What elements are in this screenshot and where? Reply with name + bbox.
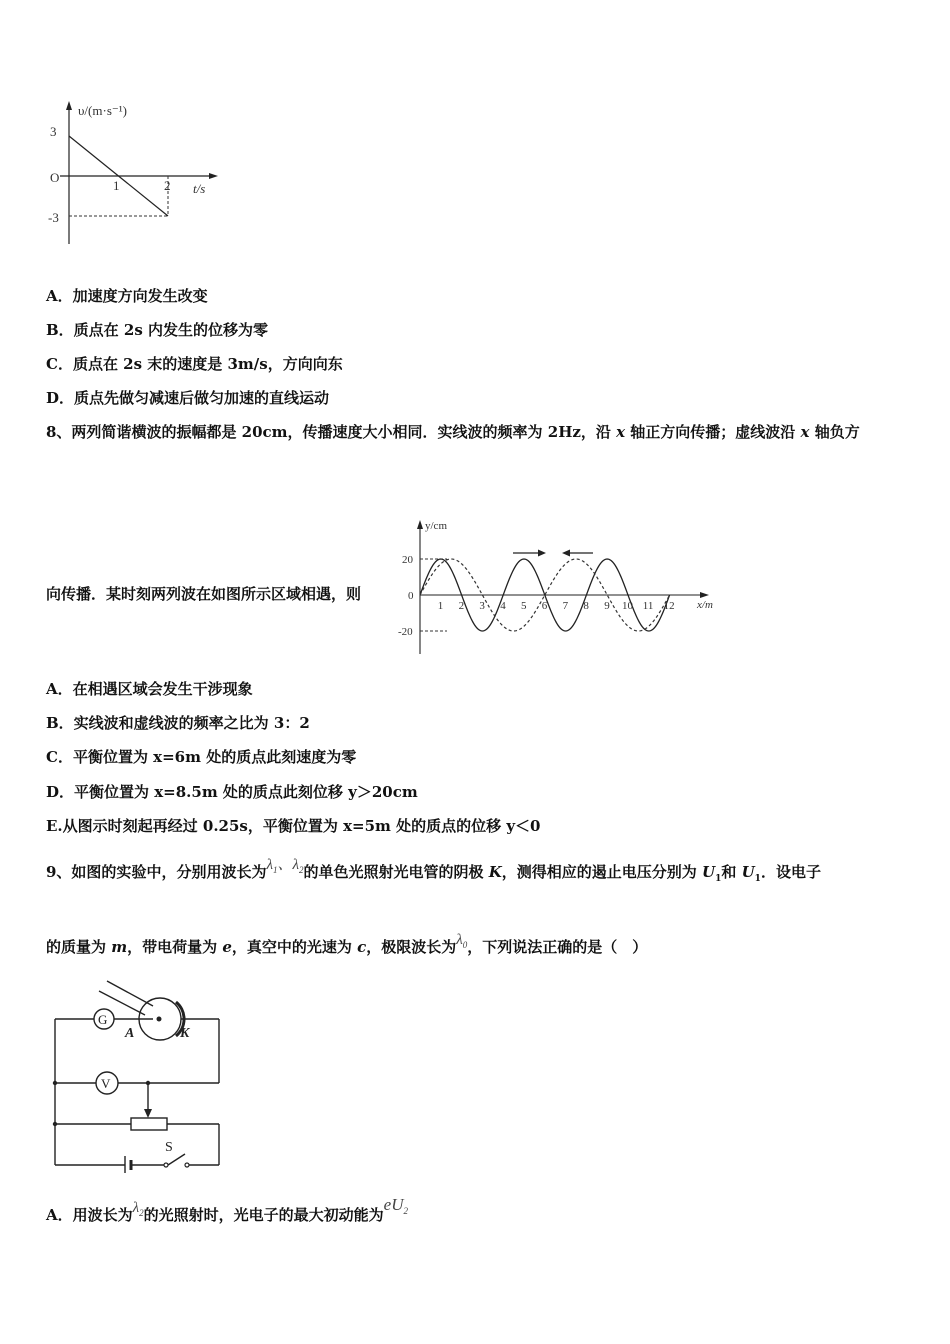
- q8-stem-x2: x: [800, 423, 810, 441]
- q9-sep: 、: [277, 857, 293, 873]
- circuit-diagram: [45, 978, 230, 1173]
- q9-lambda1-sym: λ: [266, 857, 273, 873]
- wave-ytick-0: 0: [408, 590, 414, 602]
- wave-xtick-12: 12: [663, 600, 675, 612]
- q9-lambda2: [292, 857, 303, 873]
- q9-lambda1: [266, 857, 277, 873]
- q9-U1b: [741, 863, 761, 884]
- q8-option-d: D．平衡位置为 x=8.5m 处的质点此刻位移 y＞20cm: [46, 783, 418, 801]
- wave-xtick-11: 11: [642, 600, 654, 612]
- wave-xtick-10: 10: [622, 600, 633, 612]
- q9-l1-b: 的单色光照射光电管的阴极: [303, 863, 489, 881]
- vt-tick-minus3: -3: [48, 210, 59, 225]
- q9-l2-a: 的质量为: [46, 938, 112, 956]
- q9-optA-eU-sym: eU: [383, 1195, 404, 1214]
- q9-lambda0-sym: λ: [456, 932, 463, 948]
- q9-optA-lambda-sub: 2: [139, 1208, 144, 1218]
- vt-origin: O: [50, 170, 60, 185]
- q9-optA-lambda-sym: λ: [132, 1200, 140, 1216]
- q9-l1-d: ．设电子: [760, 863, 821, 881]
- q9-lambda2-sym: λ: [292, 857, 299, 873]
- wave-ytick-minus20: -20: [398, 626, 413, 638]
- label-V: V: [101, 1076, 111, 1091]
- q8-option-a: A．在相遇区域会发生干涉现象: [46, 680, 253, 698]
- rheostat: [131, 1118, 167, 1130]
- vt-graph: [40, 98, 230, 250]
- vt-ylabel: υ/(m·s⁻¹): [78, 103, 127, 118]
- q9-optA-a: A．用波长为: [46, 1206, 133, 1224]
- q9-optA-eU-sub: 2: [403, 1206, 408, 1216]
- q9-stem-line1: [46, 857, 821, 889]
- wave-xtick-6: 6: [541, 600, 548, 612]
- q9-l2-e: ，下列说法正确的是（ ）: [467, 938, 648, 956]
- wave-xtick-9: 9: [604, 600, 610, 612]
- q9-optA-b: 的光照射时，光电子的最大初动能为: [143, 1206, 384, 1224]
- label-A: A: [125, 1026, 135, 1041]
- q8-option-e: E.从图示时刻起再经过 0.25s，平衡位置为 x=5m 处的质点的位移 y＜0: [46, 817, 541, 835]
- q9-optA-eU2: [384, 1195, 408, 1214]
- q9-lambda1-sub: 1: [272, 865, 278, 875]
- q9-e: e: [222, 938, 232, 956]
- wave-graph: [395, 516, 725, 658]
- wave-x-arrow: [700, 592, 709, 598]
- wave-arrow-right-head: [538, 550, 546, 557]
- q9-U1b-sub: 1: [754, 874, 761, 884]
- q9-U1a: [701, 863, 722, 884]
- q9-option-a: [46, 1195, 408, 1231]
- vt-tick-2: 2: [164, 178, 171, 193]
- label-K: K: [180, 1026, 190, 1041]
- q9-m: m: [111, 938, 128, 956]
- wave-x-ticks: [438, 600, 675, 612]
- junction-dot-3: [53, 1122, 57, 1126]
- wave-xtick-2: 2: [458, 600, 465, 612]
- q7-option-a: A．加速度方向发生改变: [46, 287, 208, 305]
- q9-stem-line2: [46, 932, 648, 963]
- q9-lambda0-sub: 0: [462, 940, 468, 950]
- vt-x-arrow: [209, 173, 218, 179]
- q8-stem-line2: 向传播．某时刻两列波在如图所示区域相遇，则: [46, 585, 362, 603]
- q9-lambda0: [456, 932, 467, 948]
- q8-stem-a: 8、两列简谐横波的振幅都是 20cm，传播速度大小相同．实线波的频率为 2Hz，沿: [46, 423, 617, 441]
- q8-stem-c: 轴负方: [809, 423, 860, 441]
- q9-l2-d: ，极限波长为: [366, 938, 457, 956]
- switch-contact: [164, 1163, 168, 1167]
- wave-ylabel: y/cm: [425, 520, 447, 532]
- q9-U1b-sym: U: [741, 863, 755, 881]
- anode-dot: [157, 1017, 162, 1022]
- q9-U1a-sub: 1: [715, 874, 722, 884]
- q9-U1a-sym: U: [701, 863, 716, 881]
- q9-l1-a: 9、如图的实验中，分别用波长为: [46, 863, 267, 881]
- vt-tick-3: 3: [50, 124, 57, 139]
- wave-xtick-4: 4: [500, 600, 506, 612]
- q8-stem-b: 轴正方向传播；虚线波沿: [625, 423, 801, 441]
- junction-dot-2: [146, 1081, 150, 1085]
- junction-dot-1: [53, 1081, 57, 1085]
- switch-S-blade: [168, 1154, 185, 1165]
- q7-option-b: B．质点在 2s 内发生的位移为零: [46, 321, 269, 339]
- q9-c: c: [357, 938, 367, 956]
- wave-xtick-5: 5: [521, 600, 527, 612]
- wave-y-arrow: [417, 520, 423, 529]
- q7-option-d: D．质点先做匀减速后做匀加速的直线运动: [46, 389, 330, 407]
- wave-arrow-left-head: [562, 550, 570, 557]
- label-S: S: [165, 1140, 173, 1155]
- wave-xtick-7: 7: [562, 600, 569, 612]
- q8-stem-line1: [46, 422, 860, 442]
- light-ray-1: [107, 981, 153, 1006]
- q9-lambda2-sub: 2: [298, 865, 304, 875]
- q7-option-c: C．质点在 2s 末的速度是 3m/s，方向向东: [46, 355, 343, 373]
- vt-tick-1: 1: [113, 178, 120, 193]
- q8-stem-x1: x: [616, 423, 626, 441]
- slider-arrow: [144, 1109, 152, 1118]
- wave-xtick-1: 1: [437, 600, 444, 612]
- q9-optA-lambda2: [133, 1200, 144, 1216]
- wave-ytick-20: 20: [402, 554, 413, 566]
- vt-xlabel: t/s: [193, 181, 206, 196]
- wave-xtick-8: 8: [583, 600, 589, 612]
- q9-K: K: [488, 863, 502, 881]
- q9-l2-b: ，带电荷量为: [127, 938, 223, 956]
- label-G: G: [98, 1012, 108, 1027]
- q9-l1-c: ，测得相应的遏止电压分别为: [501, 863, 702, 881]
- wave-xlabel: x/m: [697, 599, 713, 611]
- wave-xtick-3: 3: [479, 600, 485, 612]
- q8-option-b: B．实线波和虚线波的频率之比为 3：2: [46, 714, 310, 732]
- switch-contact-2: [185, 1163, 189, 1167]
- vt-y-arrow: [66, 101, 72, 110]
- q8-option-c: C．平衡位置为 x=6m 处的质点此刻速度为零: [46, 748, 357, 766]
- q9-l2-c: ，真空中的光速为: [231, 938, 358, 956]
- q9-and: 和: [721, 863, 742, 881]
